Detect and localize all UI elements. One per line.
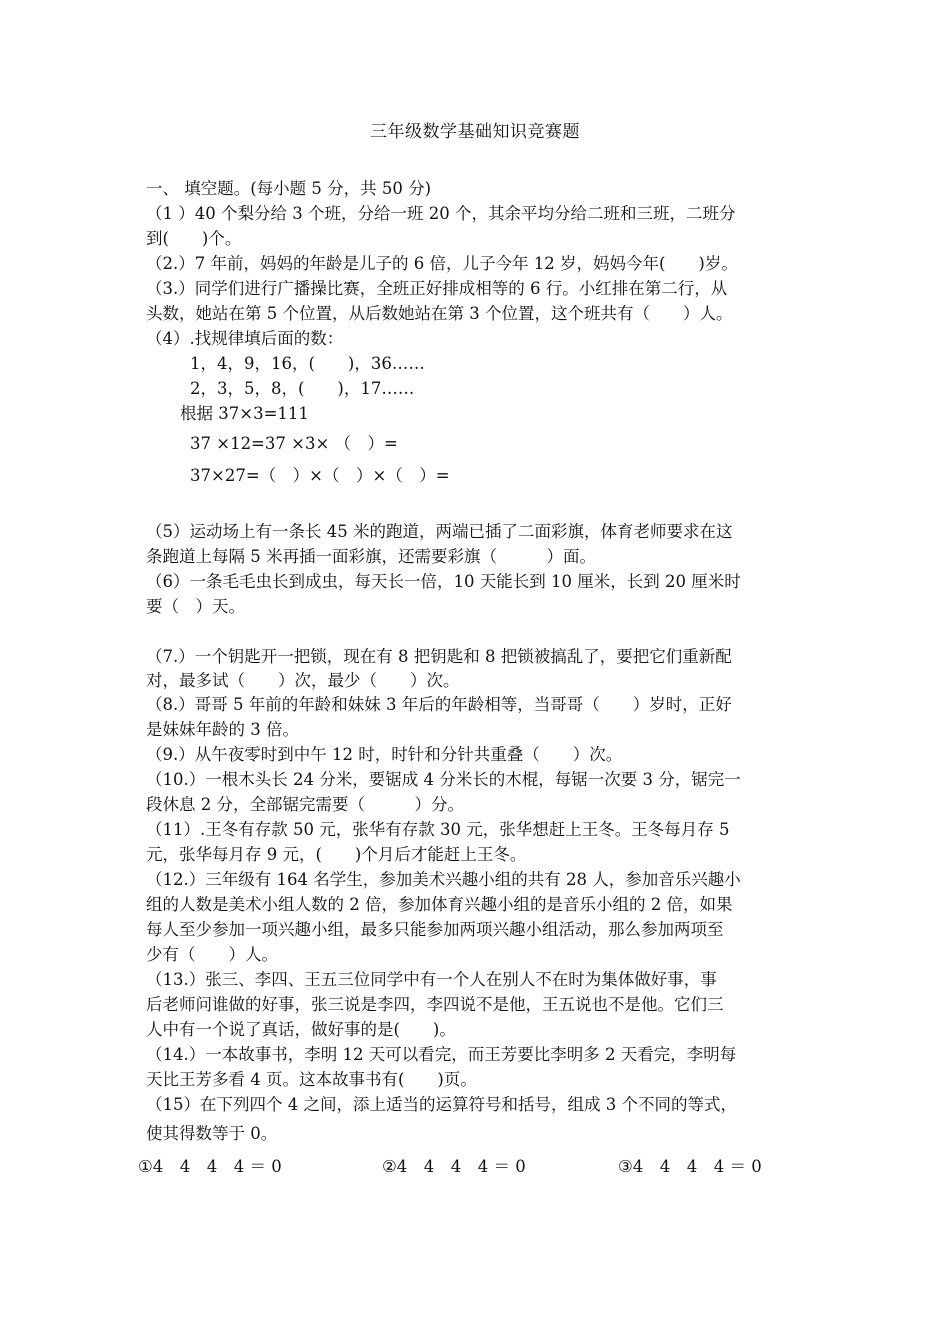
equation-1: ①4 4 4 4 ＝ 0	[138, 1157, 282, 1176]
q9-line1: （9.）从午夜零时到中午 12 时，时针和分针共重叠（ ）次。	[146, 745, 623, 764]
q15-line2: 使其得数等于 0。	[146, 1124, 278, 1143]
q15-equations	[138, 1155, 818, 1275]
q5-line2: 条跑道上每隔 5 米再插一面彩旗，还需要彩旗（ ）面。	[146, 547, 596, 566]
q3-line2: 头数，她站在第 5 个位置，从后数她站在第 3 个位置，这个班共有（ ）人。	[146, 304, 733, 323]
q2-line1: （2.）7 年前，妈妈的年龄是儿子的 6 倍，儿子今年 12 岁，妈妈今年( )岁。	[146, 254, 738, 273]
q4-basis: 根据 37×3=111	[180, 404, 309, 423]
q7-line2: 对，最多试（ ）次，最少（ ）次。	[146, 671, 460, 690]
q4-sequence-2: 2，3，5，8，( )，17……	[190, 379, 415, 398]
equation-3: ③4 4 4 4 ＝ 0	[618, 1157, 762, 1176]
q4-heading: （4）.找规律填后面的数：	[146, 329, 344, 348]
q10-line2: 段休息 2 分，全部锯完需要（ ）分。	[146, 795, 464, 814]
q12-line4: 少有（ ）人。	[146, 945, 278, 964]
q13-line3: 人中有一个说了真话，做好事的是( )。	[146, 1020, 456, 1039]
q1-line1: （1 ）40 个梨分给 3 个班，分给一班 20 个，其余平均分给二班和三班，二班分	[146, 204, 736, 223]
q6-line1: （6）一条毛毛虫长到成虫，每天长一倍，10 天能长到 10 厘米，长到 20 厘米时	[146, 572, 741, 591]
equation-2: ②4 4 4 4 ＝ 0	[382, 1157, 526, 1176]
q6-line2: 要（ ）天。	[146, 597, 245, 616]
q12-line1: （12.）三年级有 164 名学生，参加美术兴趣小组的共有 28 人，参加音乐兴趣小	[146, 870, 741, 889]
q3-line1: （3.）同学们进行广播操比赛，全班正好排成相等的 6 行。小红排在第二行，从	[146, 279, 728, 298]
q11-line2: 元，张华每月存 9 元，( )个月后才能赶上王冬。	[146, 845, 527, 864]
q8-line2: 是妹妹年龄的 3 倍。	[146, 720, 299, 739]
q4-equation-2: 37×27=（ ）×（ ）×（ ）=	[190, 466, 450, 485]
q13-line2: 后老师问谁做的好事，张三说是李四，李四说不是他，王五说也不是他。它们三	[146, 995, 724, 1014]
q14-line1: （14.）一本故事书，李明 12 天可以看完，而王芳要比李明多 2 天看完，李明每	[146, 1045, 737, 1064]
q1-line2: 到( )个。	[146, 229, 242, 248]
q11-line1: （11）.王冬有存款 50 元，张华有存款 30 元，张华想赶上王冬。王冬每月存 5	[146, 820, 730, 839]
q13-line1: （13.）张三、李四、王五三位同学中有一个人在别人不在时为集体做好事，事	[146, 970, 717, 989]
q5-line1: （5）运动场上有一条长 45 米的跑道，两端已插了二面彩旗，体育老师要求在这	[146, 522, 733, 541]
q4-sequence-1: 1，4，9，16，( )，36……	[190, 354, 425, 373]
q7-line1: （7.）一个钥匙开一把锁，现在有 8 把钥匙和 8 把锁被搞乱了，要把它们重新配	[146, 647, 732, 666]
q12-line2: 组的人数是美术小组人数的 2 倍，参加体育兴趣小组的是音乐小组的 2 倍，如果	[146, 895, 733, 914]
q14-line2: 天比王芳多看 4 页。这本故事书有( )页。	[146, 1070, 477, 1089]
q12-line3: 每人至少参加一项兴趣小组，最多只能参加两项兴趣小组活动，那么参加两项至	[146, 920, 724, 939]
q4-equation-1: 37 ×12=37 ×3× （ ）=	[190, 434, 398, 453]
q8-line1: （8.）哥哥 5 年前的年龄和妹妹 3 年后的年龄相等，当哥哥（ ）岁时，正好	[146, 695, 732, 714]
page-title: 三年级数学基础知识竞赛题	[370, 122, 580, 142]
section-heading: 一、 填空题。(每小题 5 分，共 50 分)	[146, 179, 432, 198]
q15-line1: （15）在下列四个 4 之间，添上适当的运算符号和括号，组成 3 个不同的等式，	[146, 1095, 737, 1114]
q10-line1: （10.）一根木头长 24 分米，要锯成 4 分米长的木棍，每锯一次要 3 分，锯完一	[146, 770, 741, 789]
